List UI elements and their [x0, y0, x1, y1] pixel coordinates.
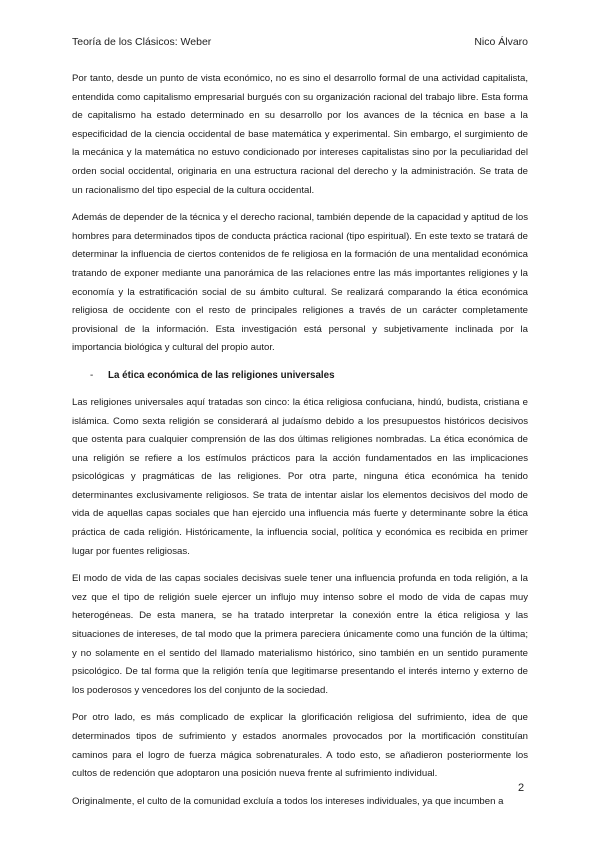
page-header: [72, 36, 528, 52]
heading-bullet: -: [90, 369, 94, 381]
header-course-title: Teoría de los Clásicos: Weber: [72, 36, 212, 48]
header-author: Nico Álvaro: [474, 36, 528, 48]
body-paragraph: Por tanto, desde un punto de vista económico, no es sino el desarrollo formal de una actividad capitalista, entendida como capitalismo empresarial burgués con su organización racional del trabajo libre. Esta forma de capitalismo ha estado determinado en su desarrollo por los avances de la técnica en base a la especificidad de la ciencia occidental de base matemática y experimental. Sin embargo, el surgimiento de la mecánica y la matemática no estuvo condicionado por intereses capitalistas sino por la peculiaridad del orden social occidental, originaria en una estructura racional del derecho y la administración. Se trata de un racionalismo del tipo especial de la cultura occidental.: [72, 73, 528, 196]
page-number: 2: [518, 782, 525, 794]
section-paragraph: Originalmente, el culto de la comunidad excluía a todos los intereses individuales, ya que incumben a: [72, 795, 504, 807]
section-heading: [72, 367, 528, 385]
body-paragraph: Además de depender de la técnica y el derecho racional, también depende de la capacidad y aptitud de los hombres para determinados tipos de conducta práctica racional (tipo espiritual). En este texto se tratará de determinar la influencia de ciertos contenidos de fe religiosa en la formación de una mentalidad económica tratando de exponer mediante una panorámica de las relaciones entre las más importantes religiones y la economía y la estratificación social de su ámbito cultural. Se realizará comparando la ética económica religiosa de occidente con el resto de principales religiones a través de un carácter completamente provisional de la información. Esta investigación está personal y subjetivamente inclinada por la importancia biológica y cultural del propio autor.: [72, 212, 529, 354]
section-paragraph: El modo de vida de las capas sociales decisivas suele tener una influencia profunda en toda religión, a la vez que el tipo de religión suele ejercer un influjo muy intenso sobre el modo de vida de capas muy heterogéneas. De esta manera, se ha tratado interpretar la conexión entre la ética religiosa y las situaciones de intereses, de tal modo que la primera pareciera únicamente como una función de la última; y no solamente en el sentido del llamado materialismo histórico, sino también en un sentido puramente psicológico. De tal forma que la religión tenía que legitimarse presentando el interés interno y externo de los poderosos y vencedores los del conjunto de la sociedad.: [72, 573, 528, 696]
section-heading-title: La ética económica de las religiones universales: [108, 369, 335, 381]
section-paragraph: Por otro lado, es más complicado de explicar la glorificación religiosa del sufrimiento, idea de que determinados tipos de sufrimiento y estados anormales provocados por la mortificación constituían caminos para el logro de fuerza mágica sobrenaturales. A todo esto, se añadieron posteriormente los cultos de redención que adoptaron una posición nueva frente al sufrimiento individual.: [72, 712, 528, 780]
page-body: [72, 70, 528, 820]
section-paragraph: Las religiones universales aquí tratadas son cinco: la ética religiosa confuciana, hindú, budista, cristiana e islámica. Como sexta religión se considerará al judaísmo debido a los presupuestos históricos decisivos que ostenta para cualquier comprensión de las dos últimas religiones nombradas. La ética económica de una religión se refiere a los estímulos prácticos para la acción fundamentados en las implicaciones psicológicas y pragmáticas de las religiones. Por otra parte, ninguna ética económica ha tenido determinantes exclusivamente religiosos. Se trata de intentar aislar los elementos decisivos del modo de vida de aquellas capas sociales que han ejercido una influencia más fuerte y determinante sobre la ética práctica de cada religión. Históricamente, la influencia social, política y económica es recibida en primer lugar por fuentes religiosas.: [72, 396, 528, 557]
